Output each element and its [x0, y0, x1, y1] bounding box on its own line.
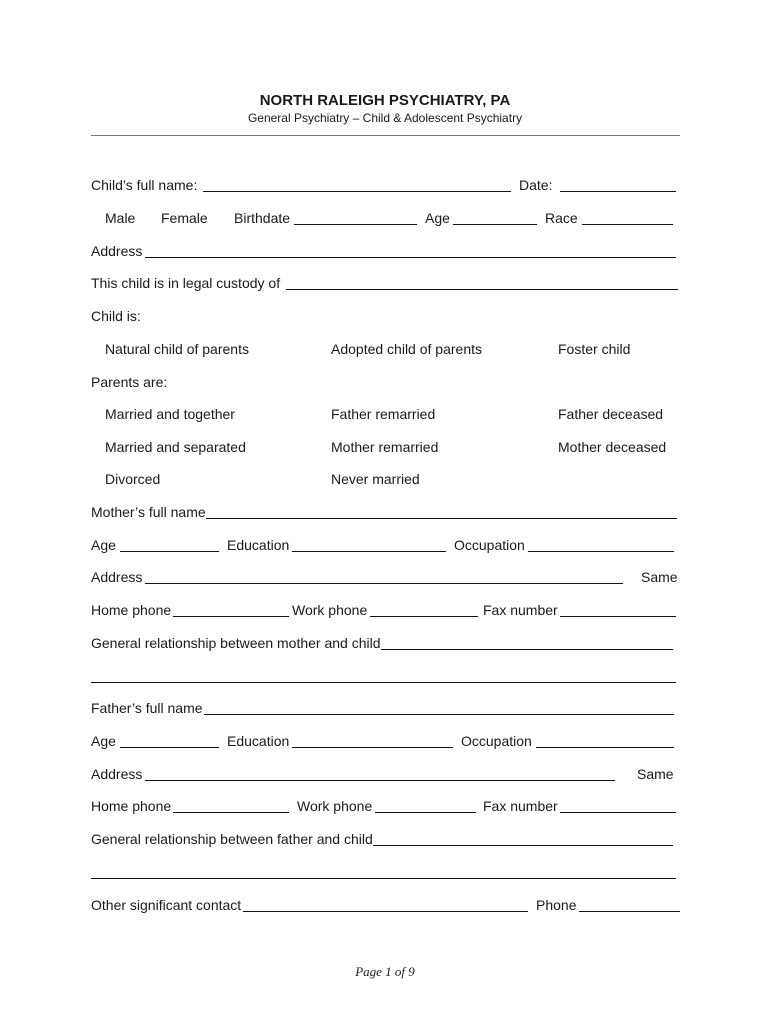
father-fax-field[interactable] [560, 812, 676, 813]
father-work-phone-field[interactable] [375, 812, 476, 813]
father-occupation-label: Occupation [461, 733, 532, 749]
mother-address-label: Address [91, 569, 143, 585]
page-number: Page 1 of 9 [355, 964, 415, 979]
mother-education-label: Education [227, 537, 290, 553]
header-divider [91, 135, 680, 136]
father-occupation-field[interactable] [536, 747, 674, 748]
divorced-option[interactable]: Divorced [105, 471, 161, 487]
child-address-label: Address [91, 243, 143, 259]
other-phone-label: Phone [536, 897, 577, 913]
mother-age-label: Age [91, 537, 116, 553]
age-field[interactable] [453, 224, 537, 225]
form-title: NORTH RALEIGH PSYCHIATRY, PA [259, 92, 511, 109]
father-same-option[interactable]: Same [637, 766, 674, 782]
male-option[interactable]: Male [105, 210, 136, 226]
mother-name-field[interactable] [206, 518, 677, 519]
father-age-label: Age [91, 733, 116, 749]
child-name-field[interactable] [203, 191, 511, 192]
child-address-field[interactable] [145, 257, 676, 258]
married-together-option[interactable]: Married and together [105, 406, 235, 422]
mother-fax-label: Fax number [483, 602, 558, 618]
father-address-field[interactable] [145, 780, 615, 781]
other-contact-field[interactable] [243, 911, 528, 912]
mother-home-phone-field[interactable] [173, 616, 289, 617]
parents-are-label: Parents are: [91, 374, 168, 390]
form-subtitle: General Psychiatry – Child & Adolescent Psychiatry [247, 111, 523, 125]
mother-age-field[interactable] [120, 551, 219, 552]
mother-address-field[interactable] [145, 583, 623, 584]
child-name-label: Child’s full name: [91, 177, 198, 193]
father-relationship-label: General relationship between father and child [91, 831, 373, 847]
race-label: Race [545, 210, 578, 226]
mother-relationship-field[interactable] [381, 649, 673, 650]
father-fax-label: Fax number [483, 798, 558, 814]
other-phone-field[interactable] [579, 911, 680, 912]
father-home-phone-label: Home phone [91, 798, 172, 814]
father-age-field[interactable] [120, 747, 219, 748]
child-is-label: Child is: [91, 308, 141, 324]
mother-occupation-label: Occupation [454, 537, 525, 553]
race-field[interactable] [582, 224, 673, 225]
mother-name-label: Mother’s full name [91, 504, 206, 520]
father-address-label: Address [91, 766, 143, 782]
mother-same-option[interactable]: Same [641, 569, 678, 585]
mother-work-phone-label: Work phone [292, 602, 368, 618]
natural-child-option[interactable]: Natural child of parents [105, 341, 249, 357]
father-name-field[interactable] [204, 714, 674, 715]
mother-relationship-field-2[interactable] [91, 682, 676, 683]
date-label: Date: [519, 177, 553, 193]
never-married-option[interactable]: Never married [331, 471, 420, 487]
adopted-child-option[interactable]: Adopted child of parents [331, 341, 482, 357]
father-education-label: Education [227, 733, 290, 749]
custody-field[interactable] [286, 289, 678, 290]
mother-work-phone-field[interactable] [370, 616, 478, 617]
mother-relationship-label: General relationship between mother and child [91, 635, 381, 651]
date-field[interactable] [560, 191, 676, 192]
mother-fax-field[interactable] [560, 616, 676, 617]
age-label: Age [425, 210, 450, 226]
mother-home-phone-label: Home phone [91, 602, 172, 618]
mother-education-field[interactable] [292, 551, 446, 552]
father-work-phone-label: Work phone [297, 798, 373, 814]
father-education-field[interactable] [292, 747, 453, 748]
father-relationship-field[interactable] [373, 845, 673, 846]
father-name-label: Father’s full name [91, 700, 203, 716]
mother-remarried-option[interactable]: Mother remarried [331, 439, 439, 455]
mother-occupation-field[interactable] [528, 551, 674, 552]
custody-label: This child is in legal custody of [91, 275, 281, 291]
other-contact-label: Other significant contact [91, 897, 242, 913]
birthdate-label: Birthdate [234, 210, 291, 226]
mother-deceased-option[interactable]: Mother deceased [558, 439, 667, 455]
birthdate-field[interactable] [294, 224, 417, 225]
married-separated-option[interactable]: Married and separated [105, 439, 246, 455]
female-option[interactable]: Female [161, 210, 208, 226]
father-remarried-option[interactable]: Father remarried [331, 406, 436, 422]
father-deceased-option[interactable]: Father deceased [558, 406, 664, 422]
foster-child-option[interactable]: Foster child [558, 341, 631, 357]
father-home-phone-field[interactable] [173, 812, 289, 813]
father-relationship-field-2[interactable] [91, 878, 676, 879]
